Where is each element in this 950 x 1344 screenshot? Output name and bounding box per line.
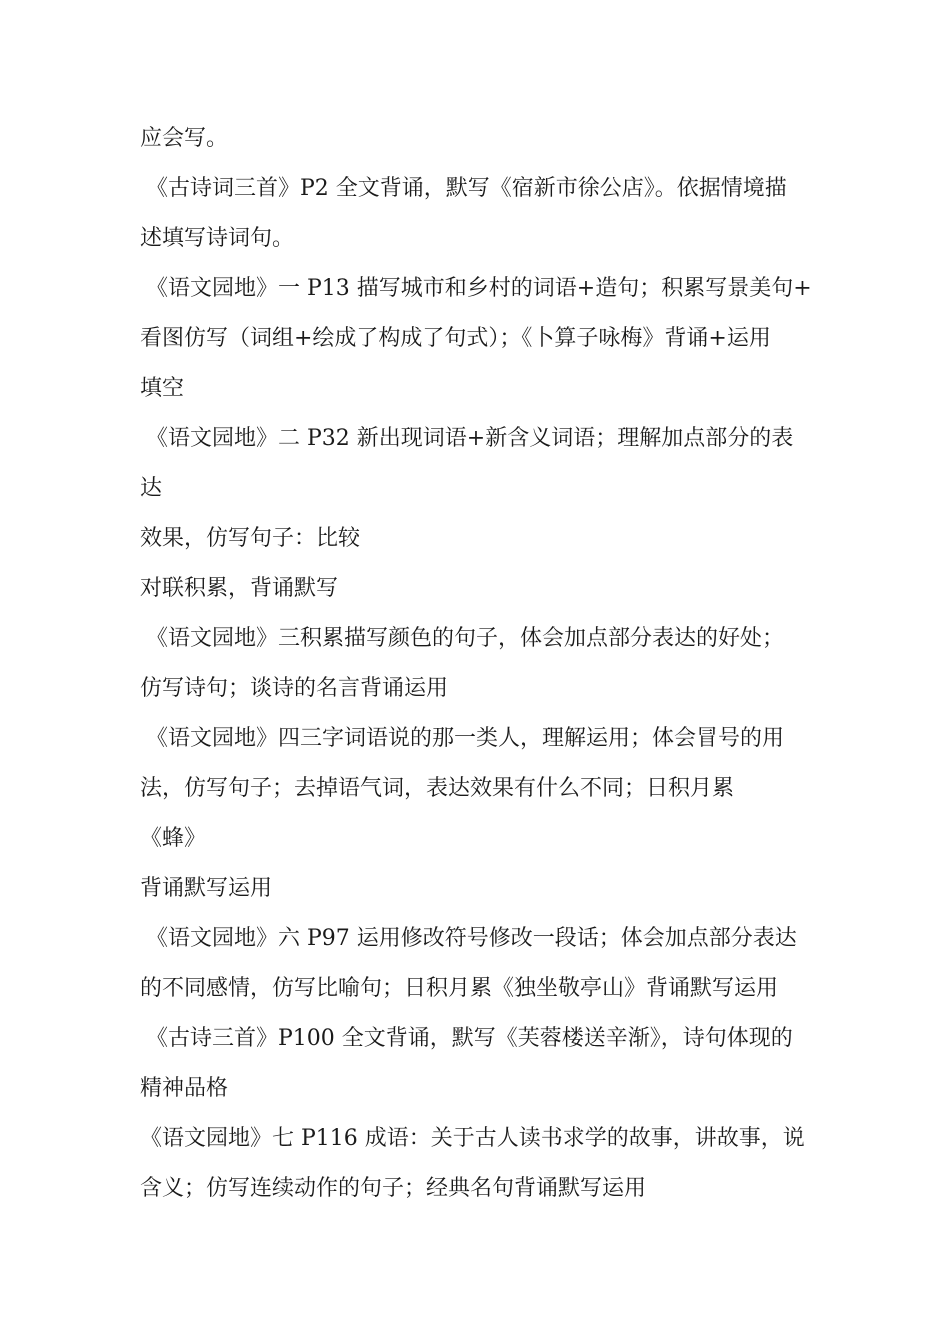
text-line-12: 仿写诗句；谈诗的名言背诵运用 bbox=[140, 676, 449, 701]
text-line-18: 的不同感情，仿写比喻句；日积月累《独坐敬亭山》背诵默写运用 bbox=[140, 976, 779, 1001]
text-line-8: 达 bbox=[140, 476, 163, 501]
text-line-9: 效果，仿写句子：比较 bbox=[140, 526, 361, 551]
text-line-13: 《语文园地》四三字词语说的那一类人，理解运用；体会冒号的用 bbox=[146, 726, 785, 751]
text-line-10: 对联积累，背诵默写 bbox=[140, 576, 339, 601]
text-line-7: 《语文园地》二 P32 新出现词语+新含义词语；理解加点部分的表 bbox=[146, 426, 794, 451]
text-line-14: 法，仿写句子；去掉语气词，表达效果有什么不同；日积月累 bbox=[140, 776, 735, 801]
text-line-21: 《语文园地》七 P116 成语：关于古人读书求学的故事，讲故事，说 bbox=[140, 1126, 805, 1151]
text-line-17: 《语文园地》六 P97 运用修改符号修改一段话；体会加点部分表达 bbox=[146, 926, 797, 951]
text-line-20: 精神品格 bbox=[140, 1076, 229, 1101]
text-line-4: 《语文园地》一 P13 描写城市和乡村的词语+造句；积累写景美句+ bbox=[146, 276, 812, 301]
text-line-16: 背诵默写运用 bbox=[140, 876, 273, 901]
text-line-15: 《蜂》 bbox=[140, 826, 207, 851]
text-line-6: 填空 bbox=[140, 376, 185, 401]
text-line-1: 应会写。 bbox=[140, 126, 229, 151]
text-line-22: 含义；仿写连续动作的句子；经典名句背诵默写运用 bbox=[140, 1176, 647, 1201]
text-line-2: 《古诗词三首》P2 全文背诵，默写《宿新市徐公店》。依据情境描 bbox=[146, 176, 787, 201]
text-line-5: 看图仿写（词组+绘成了构成了句式）；《卜算子咏梅》背诵+运用 bbox=[140, 326, 771, 351]
text-line-3: 述填写诗词句。 bbox=[140, 226, 295, 251]
text-line-19: 《古诗三首》P100 全文背诵，默写《芙蓉楼送辛渐》，诗句体现的 bbox=[146, 1026, 793, 1051]
text-line-11: 《语文园地》三积累描写颜色的句子，体会加点部分表达的好处； bbox=[146, 626, 785, 651]
